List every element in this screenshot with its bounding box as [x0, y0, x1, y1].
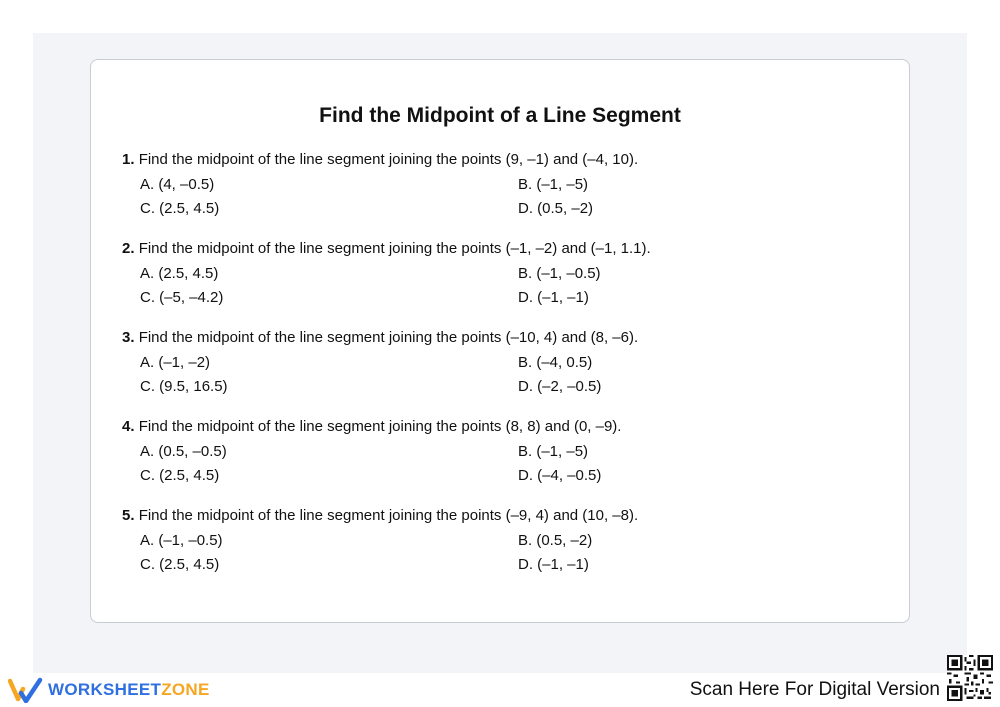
option-a: A. (4, –0.5)	[140, 176, 215, 193]
question-1	[122, 150, 842, 223]
logo-text	[48, 680, 210, 700]
question-5	[122, 506, 842, 579]
question-number: 2.	[122, 240, 135, 257]
question-number: 3.	[122, 329, 135, 346]
option-a: A. (2.5, 4.5)	[140, 265, 219, 282]
option-b: B. (–4, 0.5)	[518, 354, 593, 371]
worksheetzone-logo[interactable]	[8, 677, 210, 703]
worksheet-title: Find the Midpoint of a Line Segment	[319, 104, 681, 127]
question-prompt	[122, 417, 842, 437]
question-prompt	[122, 150, 842, 170]
option-c: C. (2.5, 4.5)	[140, 467, 220, 484]
question-prompt	[122, 328, 842, 348]
option-b: B. (–1, –5)	[518, 176, 589, 193]
question-text: Find the midpoint of the line segment joining the points (–9, 4) and (10, –8).	[138, 507, 639, 524]
option-d: D. (0.5, –2)	[518, 200, 594, 217]
question-text: Find the midpoint of the line segment joining the points (8, 8) and (0, –9).	[138, 418, 622, 435]
option-a: A. (–1, –2)	[140, 354, 211, 371]
question-prompt	[122, 239, 842, 259]
logo-text-zone: ZONE	[161, 680, 210, 699]
option-d: D. (–1, –1)	[518, 289, 589, 306]
question-number: 4.	[122, 418, 135, 435]
answer-options	[122, 531, 842, 579]
question-3	[122, 328, 842, 401]
option-c: C. (2.5, 4.5)	[140, 200, 220, 217]
question-2	[122, 239, 842, 312]
option-a: A. (0.5, –0.5)	[140, 443, 227, 460]
option-b: B. (0.5, –2)	[518, 532, 593, 549]
question-text: Find the midpoint of the line segment joining the points (–1, –2) and (–1, 1.1).	[138, 240, 651, 257]
option-b: B. (–1, –0.5)	[518, 265, 601, 282]
option-c: C. (9.5, 16.5)	[140, 378, 228, 395]
question-text: Find the midpoint of the line segment joining the points (–10, 4) and (8, –6).	[138, 329, 639, 346]
option-c: C. (2.5, 4.5)	[140, 556, 220, 573]
question-4	[122, 417, 842, 490]
answer-options	[122, 442, 842, 490]
scan-here-text: Scan Here For Digital Version	[689, 679, 940, 700]
question-prompt	[122, 506, 842, 526]
question-text: Find the midpoint of the line segment joining the points (9, –1) and (–4, 10).	[138, 151, 639, 168]
answer-options	[122, 264, 842, 312]
option-d: D. (–2, –0.5)	[518, 378, 602, 395]
question-number: 1.	[122, 151, 135, 168]
option-a: A. (–1, –0.5)	[140, 532, 223, 549]
option-d: D. (–4, –0.5)	[518, 467, 602, 484]
w-logo-icon	[8, 677, 46, 703]
logo-text-worksheet: WORKSHEET	[48, 680, 162, 699]
answer-options	[122, 353, 842, 401]
option-b: B. (–1, –5)	[518, 443, 589, 460]
qr-code-icon[interactable]	[947, 655, 993, 701]
question-number: 5.	[122, 507, 135, 524]
option-c: C. (–5, –4.2)	[140, 289, 224, 306]
answer-options	[122, 175, 842, 223]
option-d: D. (–1, –1)	[518, 556, 589, 573]
